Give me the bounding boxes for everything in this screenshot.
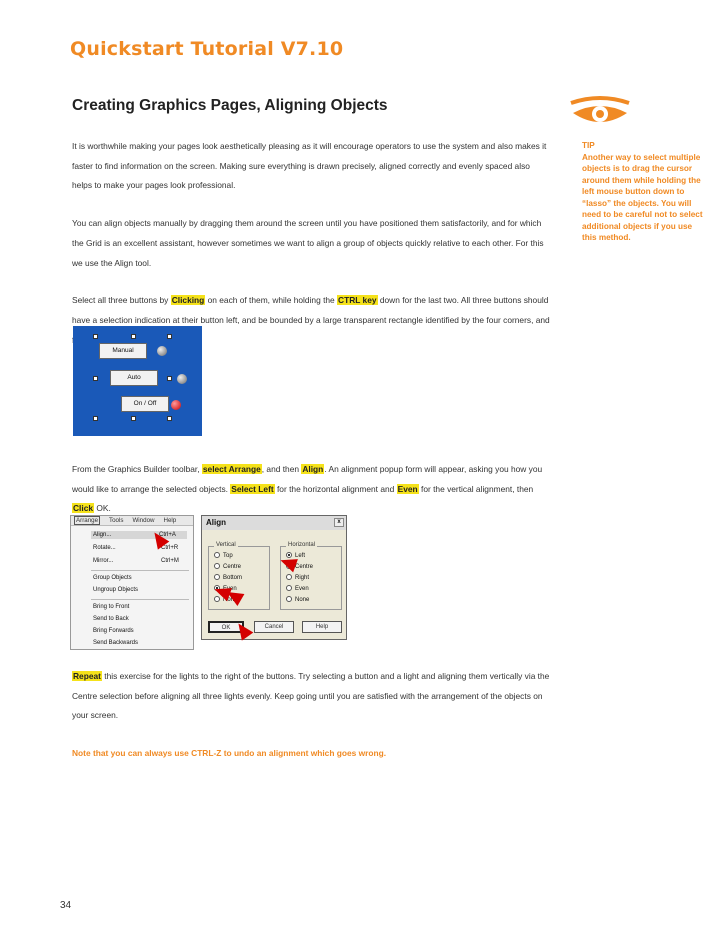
highlight-select-arrange: select Arrange bbox=[202, 464, 261, 474]
dialog-title: Align x bbox=[202, 516, 346, 530]
auto-button[interactable]: Auto bbox=[110, 370, 158, 386]
align-dialog bbox=[201, 515, 347, 640]
selection-handle[interactable] bbox=[131, 416, 136, 421]
menu-help[interactable]: Help bbox=[163, 517, 177, 524]
radio-vertical-bottom[interactable]: Bottom bbox=[214, 574, 242, 582]
radio-horizontal-none[interactable]: None bbox=[286, 596, 309, 604]
highlight-repeat: Repeat bbox=[73, 671, 101, 681]
selection-handle[interactable] bbox=[167, 334, 172, 339]
tip-text: Another way to select multiple objects is to drag the cursor around them while holding the left mouse button down to “lasso” the objects. You will need to be careful not to select additional objects if you use this method. bbox=[582, 152, 703, 242]
radio-horizontal-centre[interactable]: Centre bbox=[286, 563, 313, 571]
radio-vertical-centre[interactable]: Centre bbox=[214, 563, 241, 571]
menu-item-align[interactable]: Align... Ctrl+A bbox=[91, 531, 187, 539]
menu-item-ungroup[interactable]: Ungroup Objects bbox=[93, 587, 139, 593]
menu-separator bbox=[91, 599, 189, 600]
paragraph-repeat: Repeat this exercise for the lights to the right of the buttons. Try selecting a button and a light and aligning them vertically via the Centre selection before aligning all three lights evenly. Keep going until you are satisfied with the arrangement of the objects on your screen. bbox=[72, 671, 550, 721]
tip-label: TIP bbox=[582, 141, 595, 150]
page-number: 34 bbox=[60, 900, 72, 911]
selection-handle[interactable] bbox=[93, 334, 98, 339]
ok-button[interactable]: OK bbox=[208, 621, 244, 633]
radio-vertical-none[interactable]: None bbox=[214, 596, 237, 604]
menu-item-send-backwards[interactable]: Send Backwards bbox=[93, 640, 139, 646]
highlight-select-left: Select Left bbox=[231, 483, 274, 494]
radio-vertical-top[interactable]: Top bbox=[214, 552, 233, 560]
selection-handle[interactable] bbox=[93, 416, 98, 421]
menu-item-group[interactable]: Group Objects bbox=[93, 575, 132, 581]
selection-handle[interactable] bbox=[167, 416, 172, 421]
menu-window[interactable]: Window bbox=[132, 517, 155, 524]
radio-horizontal-right[interactable]: Right bbox=[286, 574, 309, 582]
menu-item-bring-front[interactable]: Bring to Front bbox=[93, 604, 130, 610]
selection-handle[interactable] bbox=[131, 334, 136, 339]
menu-item-rotate[interactable]: Rotate... Ctrl+R bbox=[93, 545, 179, 551]
arrange-menu bbox=[70, 515, 194, 650]
close-icon[interactable]: x bbox=[334, 518, 344, 527]
menu-item-mirror[interactable]: Mirror... Ctrl+M bbox=[93, 558, 179, 564]
cancel-button[interactable]: Cancel bbox=[254, 621, 294, 633]
highlight-click: Click bbox=[73, 503, 94, 514]
vertical-group-title: Vertical bbox=[216, 542, 236, 548]
radio-vertical-even[interactable]: Even bbox=[214, 585, 237, 593]
menu-item-bring-forwards[interactable]: Bring Forwards bbox=[93, 628, 134, 634]
menu-item-send-back[interactable]: Send to Back bbox=[93, 616, 129, 622]
on-off-button[interactable]: On / Off bbox=[121, 396, 169, 412]
menu-tools[interactable]: Tools bbox=[109, 517, 124, 524]
selection-handle[interactable] bbox=[93, 376, 98, 381]
help-button[interactable]: Help bbox=[302, 621, 342, 633]
radio-horizontal-even[interactable]: Even bbox=[286, 585, 309, 593]
menu-arrange[interactable]: Arrange bbox=[76, 517, 99, 524]
highlight-even: Even bbox=[397, 483, 418, 494]
paragraph-select-buttons: Select all three buttons by Clicking on each of them, while holding the CTRL key down for the last two. All three buttons should have a selection indication at their button left, and be bounded by a large transparent rectangle identified by the four corners, and bbox=[72, 295, 550, 325]
menu-bar bbox=[71, 516, 193, 526]
grey-light[interactable] bbox=[177, 374, 187, 384]
highlight-clicking: Clicking bbox=[171, 295, 205, 306]
red-light[interactable] bbox=[171, 400, 181, 410]
menu-separator bbox=[91, 570, 189, 571]
eye-icon bbox=[565, 95, 635, 133]
highlight-ctrl-key: CTRL key bbox=[338, 295, 377, 306]
graphics-panel bbox=[73, 326, 202, 436]
paragraph-intro: It is worthwhile making your pages look aesthetically pleasing as it will encourage operators to use the system and also makes it faster to find information on the screen. Making sure everything is drawn precisely, aligned correctly and evenly spaced also helps to make your pages look professional. bbox=[72, 141, 547, 191]
highlight-align: Align bbox=[302, 464, 324, 474]
tip-box bbox=[582, 140, 707, 244]
manual-button[interactable]: Manual bbox=[99, 343, 147, 359]
horizontal-group-title: Horizontal bbox=[288, 542, 316, 548]
section-title: Creating Graphics Pages, Aligning Objects bbox=[72, 97, 388, 114]
radio-horizontal-left[interactable]: Left bbox=[286, 552, 305, 560]
paragraph-arrange-align: From the Graphics Builder toolbar, select Arrange, and then Align. An alignment popup form will appear, asking you how you would like to arrange the selected objects. Select Left for the horizontal alignment and Even for the vertical alignment, then Click OK. bbox=[72, 464, 543, 514]
body-column-3 bbox=[72, 667, 552, 782]
grey-light[interactable] bbox=[157, 346, 167, 356]
paragraph-align-tool: You can align objects manually by dragging them around the screen until you have positioned them satisfactorily, and for which the Grid is an excellent assistant, however sometimes we want to align a group of objects quickly relative to each other. For this we use the Align tool. bbox=[72, 218, 544, 268]
selection-handle[interactable] bbox=[167, 376, 172, 381]
undo-note: Note that you can always use CTRL-Z to undo an alignment which goes wrong. bbox=[72, 748, 387, 759]
header-title: Quickstart Tutorial V7.10 bbox=[70, 38, 344, 60]
